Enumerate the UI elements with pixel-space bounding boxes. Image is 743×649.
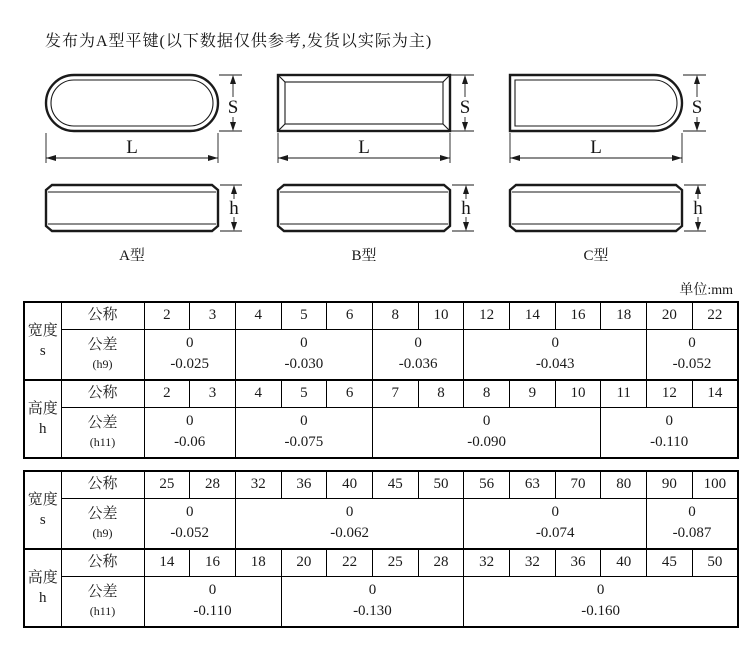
nominal-value-cell: 28 (418, 549, 464, 576)
tolerance-upper: 0 (185, 412, 194, 429)
tolerance-label: 公差 (87, 414, 118, 431)
row-group-header (24, 549, 61, 627)
tolerance-upper: 0 (208, 581, 217, 598)
table-row (24, 576, 738, 627)
tolerance-value-cell (144, 498, 235, 549)
dimension-table-small-sizes (23, 301, 739, 459)
nominal-value-cell: 25 (372, 549, 418, 576)
tolerance-label: 公差 (87, 505, 118, 522)
nominal-value-cell: 10 (418, 302, 464, 329)
tolerance-lower: -0.043 (535, 356, 575, 373)
nominal-value-cell: 22 (327, 549, 373, 576)
key-diagram-b (268, 67, 486, 269)
tolerance-label-cell (61, 407, 144, 458)
tolerance-label-cell (61, 329, 144, 380)
tolerance-value-cell (647, 498, 738, 549)
nominal-value-cell: 16 (190, 549, 236, 576)
group-symbol: h (39, 590, 47, 606)
type-c-label: C型 (583, 248, 609, 264)
nominal-label-cell: 公称 (61, 549, 144, 576)
tolerance-value-cell (144, 576, 281, 627)
nominal-value-cell: 6 (327, 302, 373, 329)
tolerance-upper: 0 (185, 503, 194, 520)
group-name: 宽度 (27, 322, 58, 339)
nominal-value-cell: 5 (281, 380, 327, 407)
type-a-label: A型 (119, 248, 145, 264)
dim-h-label: h (461, 198, 471, 219)
nominal-value-cell: 32 (235, 471, 281, 498)
key-type-diagrams (36, 67, 743, 269)
group-name: 宽度 (27, 491, 58, 508)
unit-label: 单位:mm (679, 283, 733, 298)
nominal-label-cell: 公称 (61, 302, 144, 329)
tolerance-grade: (h9) (92, 357, 113, 372)
nominal-value-cell: 63 (510, 471, 556, 498)
tolerance-value-cell (235, 498, 463, 549)
key-diagram-a (36, 67, 254, 269)
tolerance-lower: -0.06 (174, 434, 206, 451)
tolerance-value-cell (464, 498, 647, 549)
nominal-value-cell: 3 (190, 302, 236, 329)
nominal-value-cell: 70 (555, 471, 601, 498)
nominal-value-cell: 40 (327, 471, 373, 498)
tolerance-value-cell (647, 329, 738, 380)
tolerance-value-cell (601, 407, 738, 458)
tolerance-upper: 0 (414, 334, 422, 351)
nominal-value-cell: 10 (555, 380, 601, 407)
nominal-value-cell: 40 (601, 549, 647, 576)
nominal-value-cell: 32 (510, 549, 556, 576)
tolerance-lower: -0.052 (672, 356, 712, 373)
nominal-value-cell: 50 (418, 471, 464, 498)
nominal-value-cell: 16 (555, 302, 601, 329)
tolerance-value-cell (235, 407, 372, 458)
tolerance-lower: -0.130 (353, 603, 392, 620)
nominal-value-cell: 80 (601, 471, 647, 498)
nominal-value-cell: 8 (372, 302, 418, 329)
key-diagram-a-drawing (36, 67, 254, 269)
tolerance-upper: 0 (688, 503, 696, 520)
type-b-label: B型 (351, 248, 377, 264)
group-name: 高度 (27, 569, 58, 586)
tolerance-upper: 0 (596, 581, 605, 598)
tolerance-lower: -0.074 (535, 525, 575, 542)
nominal-value-cell: 45 (372, 471, 418, 498)
row-group-header (24, 302, 61, 380)
nominal-value-cell: 36 (281, 471, 327, 498)
table-row (24, 380, 738, 407)
tolerance-value-cell (281, 576, 464, 627)
tolerance-upper: 0 (300, 412, 308, 429)
tolerance-lower: -0.030 (284, 356, 324, 373)
tolerance-lower: -0.052 (170, 525, 210, 542)
group-symbol: h (39, 421, 47, 437)
tolerance-upper: 0 (345, 503, 354, 520)
nominal-value-cell: 18 (601, 302, 647, 329)
tolerance-upper: 0 (551, 334, 559, 351)
tolerance-upper: 0 (368, 581, 377, 598)
nominal-value-cell: 4 (235, 380, 281, 407)
nominal-value-cell: 90 (647, 471, 693, 498)
dim-s-label: S (691, 97, 703, 118)
nominal-value-cell: 20 (281, 549, 327, 576)
page-title: 发布为A型平键(以下数据仅供参考,发货以实际为主) (45, 33, 433, 50)
tolerance-upper: 0 (300, 334, 308, 351)
tolerance-lower: -0.110 (650, 434, 689, 451)
tolerance-label: 公差 (87, 583, 118, 600)
tolerance-lower: -0.025 (170, 356, 210, 373)
nominal-label-cell: 公称 (61, 471, 144, 498)
nominal-value-cell: 20 (647, 302, 693, 329)
tolerance-upper: 0 (665, 412, 673, 429)
key-diagram-c (500, 67, 718, 269)
dimension-table-large-sizes (23, 470, 739, 628)
nominal-value-cell: 8 (418, 380, 464, 407)
tolerance-value-cell (235, 329, 372, 380)
tolerance-lower: -0.090 (467, 434, 507, 451)
nominal-value-cell: 2 (144, 380, 190, 407)
tolerance-label-cell (61, 498, 144, 549)
nominal-value-cell: 8 (464, 380, 510, 407)
tolerance-label: 公差 (87, 336, 118, 353)
nominal-value-cell: 12 (647, 380, 693, 407)
table-row (24, 329, 738, 380)
dim-l-label: L (358, 137, 370, 158)
tolerance-value-cell (464, 329, 647, 380)
row-group-header (24, 471, 61, 549)
tolerance-grade: (h11) (89, 604, 116, 619)
tolerance-lower: -0.062 (330, 525, 369, 542)
tolerance-value-cell (372, 407, 600, 458)
nominal-value-cell: 14 (692, 380, 738, 407)
tolerance-value-cell (464, 576, 738, 627)
tolerance-value-cell (144, 329, 235, 380)
tolerance-lower: -0.087 (672, 525, 712, 542)
tolerance-lower: -0.160 (581, 603, 621, 620)
nominal-value-cell: 5 (281, 302, 327, 329)
key-diagram-b-drawing (268, 67, 486, 269)
row-group-header (24, 380, 61, 458)
tolerance-upper: 0 (688, 334, 696, 351)
nominal-value-cell: 6 (327, 380, 373, 407)
nominal-value-cell: 11 (601, 380, 647, 407)
nominal-value-cell: 7 (372, 380, 418, 407)
nominal-value-cell: 18 (235, 549, 281, 576)
tolerance-lower: -0.075 (284, 434, 324, 451)
tolerance-lower: -0.036 (398, 356, 438, 373)
tolerance-label-cell (61, 576, 144, 627)
nominal-value-cell: 100 (692, 471, 738, 498)
group-symbol: s (39, 512, 46, 528)
dim-s-label: S (227, 97, 239, 118)
tolerance-upper: 0 (185, 334, 194, 351)
tolerance-lower: -0.110 (193, 603, 232, 620)
tolerance-value-cell (144, 407, 235, 458)
table-row (24, 498, 738, 549)
nominal-value-cell: 14 (510, 302, 556, 329)
nominal-value-cell: 4 (235, 302, 281, 329)
group-name: 高度 (27, 400, 58, 417)
nominal-label-cell: 公称 (61, 380, 144, 407)
dim-h-label: h (229, 198, 239, 219)
dim-s-label: S (459, 97, 471, 118)
tolerance-upper: 0 (482, 412, 491, 429)
dim-l-label: L (590, 137, 602, 158)
nominal-value-cell: 45 (647, 549, 693, 576)
key-diagram-c-drawing (500, 67, 718, 269)
table-row (24, 549, 738, 576)
nominal-value-cell: 3 (190, 380, 236, 407)
group-symbol: s (39, 343, 46, 359)
nominal-value-cell: 50 (692, 549, 738, 576)
tolerance-grade: (h9) (92, 526, 113, 541)
nominal-value-cell: 9 (510, 380, 556, 407)
nominal-value-cell: 32 (464, 549, 510, 576)
table-row (24, 407, 738, 458)
tolerance-grade: (h11) (89, 435, 116, 450)
nominal-value-cell: 56 (464, 471, 510, 498)
tolerance-upper: 0 (551, 503, 559, 520)
nominal-value-cell: 12 (464, 302, 510, 329)
nominal-value-cell: 28 (190, 471, 236, 498)
table-row (24, 302, 738, 329)
dim-h-label: h (693, 198, 703, 219)
nominal-value-cell: 14 (144, 549, 190, 576)
nominal-value-cell: 2 (144, 302, 190, 329)
nominal-value-cell: 22 (692, 302, 738, 329)
dim-l-label: L (126, 137, 138, 158)
table-row (24, 471, 738, 498)
nominal-value-cell: 36 (555, 549, 601, 576)
nominal-value-cell: 25 (144, 471, 190, 498)
tolerance-value-cell (372, 329, 463, 380)
